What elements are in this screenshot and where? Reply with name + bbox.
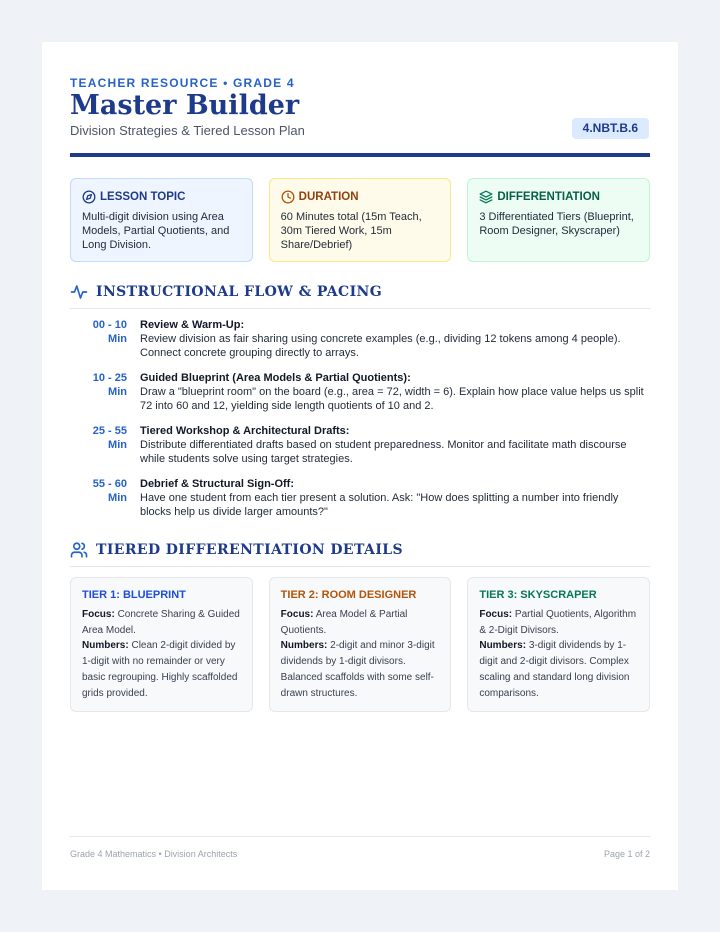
pacing-step xyxy=(70,318,650,360)
tier-numbers: Clean 2-digit divided by 1-digit with no remainder or very basic regrouping. Highly scaffolded grids provided. xyxy=(82,640,238,699)
lesson-topic-heading xyxy=(82,190,241,204)
tier-title: TIER 2: ROOM DESIGNER xyxy=(280,589,417,601)
tier-cards xyxy=(70,577,650,712)
users-icon xyxy=(70,541,88,559)
tier-focus: Partial Quotients, Algorithm & 2-Digit Divisors. xyxy=(479,609,637,636)
step-description: Have one student from each tier present a solution. Ask: "How does splitting a number into friendly blocks help us divide larger amounts?" xyxy=(140,492,619,518)
pacing-step xyxy=(70,371,650,413)
standard-badge: 4.NBT.B.6 xyxy=(572,118,649,139)
step-time-unit: Min xyxy=(108,492,127,504)
numbers-label: Numbers: xyxy=(82,640,129,652)
step-content xyxy=(140,424,650,466)
tier-details xyxy=(82,607,241,701)
step-description: Draw a "blueprint room" on the board (e.g., area = 72, width = 6). Explain how place value helps us split 72 into 60 and 12, yielding side length quotients of 10 and 2. xyxy=(140,386,644,412)
layers-icon xyxy=(479,190,493,204)
step-time-unit: Min xyxy=(108,386,127,398)
tier-focus: Area Model & Partial Quotients. xyxy=(280,609,408,636)
step-content xyxy=(140,318,650,360)
resource-eyebrow: TEACHER RESOURCE • GRADE 4 xyxy=(70,76,295,90)
pacing-timeline xyxy=(70,318,650,530)
pacing-step xyxy=(70,424,650,466)
tier-title: TIER 3: SKYSCRAPER xyxy=(479,589,597,601)
step-description: Distribute differentiated drafts based on student preparedness. Monitor and facilitate math discourse while students solve using target strategies. xyxy=(140,439,627,465)
footer-divider xyxy=(70,836,650,837)
differentiation-card xyxy=(467,178,650,262)
header-divider xyxy=(70,153,650,157)
footer-course-label: Grade 4 Mathematics • Division Architects xyxy=(70,849,238,859)
duration-text: 60 Minutes total (15m Teach, 30m Tiered Work, 15m Share/Debrief) xyxy=(280,211,422,251)
tier-section-heading xyxy=(70,541,650,567)
tier-title: TIER 1: BLUEPRINT xyxy=(82,589,186,601)
step-time xyxy=(70,371,127,413)
step-time-range: 25 - 55 xyxy=(92,425,127,437)
tier-details xyxy=(479,607,638,701)
step-title: Tiered Workshop & Architectural Drafts: xyxy=(140,425,350,437)
duration-card xyxy=(269,178,452,262)
pacing-step xyxy=(70,477,650,519)
page-title: Master Builder xyxy=(70,90,300,121)
summary-cards xyxy=(70,178,650,262)
numbers-label: Numbers: xyxy=(280,640,328,652)
focus-label: Focus: xyxy=(82,609,115,620)
tier-card-room-designer xyxy=(269,577,452,712)
step-title: Review & Warm-Up: xyxy=(140,319,245,331)
lesson-topic-card xyxy=(70,178,253,262)
compass-icon xyxy=(82,190,96,204)
step-time-range: 55 - 60 xyxy=(92,478,127,490)
focus-label: Focus: xyxy=(479,609,513,620)
differentiation-heading xyxy=(479,190,638,204)
lesson-topic-text: Multi-digit division using Area Models, Partial Quotients, and Long Division. xyxy=(82,211,230,251)
step-time-unit: Min xyxy=(108,333,127,345)
pulse-icon xyxy=(70,283,88,301)
step-time-range: 10 - 25 xyxy=(92,372,127,384)
step-time xyxy=(70,318,127,360)
step-content xyxy=(140,371,650,413)
flow-section-title: INSTRUCTIONAL FLOW & PACING xyxy=(96,284,383,300)
page-subtitle: Division Strategies & Tiered Lesson Plan xyxy=(70,123,305,138)
step-content xyxy=(140,477,650,519)
tier-focus: Concrete Sharing & Guided Area Model. xyxy=(82,609,240,636)
duration-label: DURATION xyxy=(298,191,359,203)
tier-card-blueprint xyxy=(70,577,253,712)
tier-section-title: TIERED DIFFERENTIATION DETAILS xyxy=(96,542,404,558)
lesson-topic-label: LESSON TOPIC xyxy=(100,191,186,203)
step-time-range: 00 - 10 xyxy=(92,319,127,331)
flow-section-heading xyxy=(70,283,650,309)
tier-details xyxy=(281,607,440,701)
differentiation-text: 3 Differentiated Tiers (Blueprint, Room Designer, Skyscraper) xyxy=(479,211,634,237)
tier-numbers: 2-digit and minor 3-digit dividends by 1-digit divisors. Balanced scaffolds with some self-drawn structures. xyxy=(280,640,435,699)
step-time xyxy=(70,477,127,519)
step-title: Guided Blueprint (Area Models & Partial Quotients): xyxy=(140,372,411,384)
step-time xyxy=(70,424,127,466)
step-time-unit: Min xyxy=(108,439,127,451)
duration-heading xyxy=(281,190,440,204)
tier-numbers: 3-digit dividends by 1-digit and 2-digit divisors. Complex scaling and standard long division comparisons. xyxy=(479,640,630,699)
numbers-label: Numbers: xyxy=(479,640,527,652)
clock-icon xyxy=(281,190,295,204)
step-title: Debrief & Structural Sign-Off: xyxy=(140,478,295,490)
tier-card-skyscraper xyxy=(467,577,650,712)
differentiation-label: DIFFERENTIATION xyxy=(497,191,600,203)
lesson-plan-page xyxy=(42,42,678,890)
page-number: Page 1 of 2 xyxy=(603,849,650,859)
step-description: Review division as fair sharing using concrete examples (e.g., dividing 12 tokens among 4 people). Connect concrete grouping directly to arrays. xyxy=(140,333,621,359)
focus-label: Focus: xyxy=(280,609,314,620)
